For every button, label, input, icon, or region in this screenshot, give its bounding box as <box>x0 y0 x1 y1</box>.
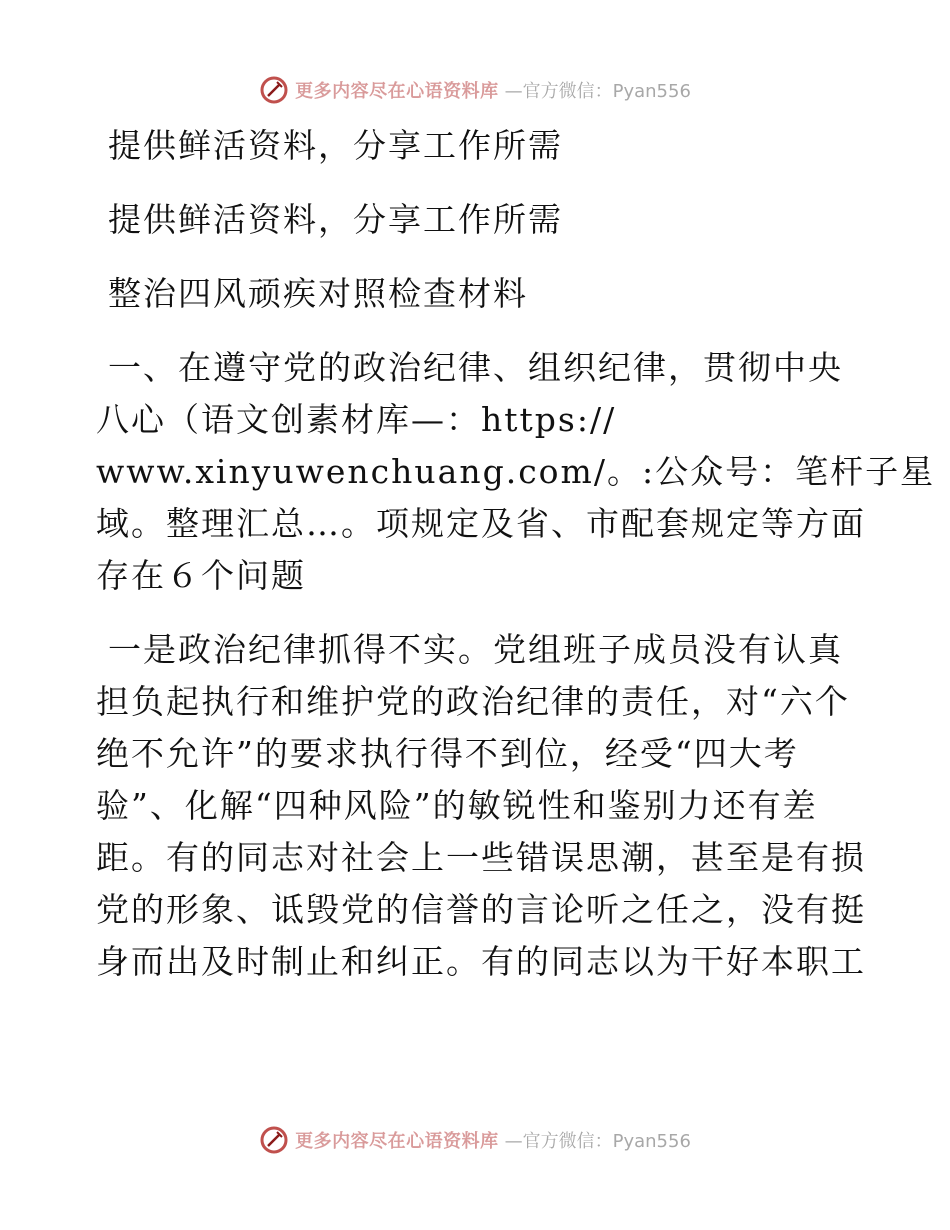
paragraph-1-line: 一是政治纪律抓得不实。党组班子成员没有认真 <box>108 630 843 669</box>
paragraph-1-line: 担负起执行和维护党的政治纪律的责任，对“六个 <box>96 682 850 721</box>
document-title: 整治四风顽疾对照检查材料 <box>108 274 528 313</box>
section-1 <box>96 342 936 602</box>
section-1-line: 一、在遵守党的政治纪律、组织纪律，贯彻中央 <box>108 348 843 387</box>
paragraph-1-line: 距。有的同志对社会上一些错误思潮，甚至是有损 <box>96 838 866 877</box>
section-1-line: 存在６个问题 <box>96 556 306 595</box>
tagline-2: 提供鲜活资料，分享工作所需 <box>108 200 563 239</box>
quill-logo-icon <box>259 1125 289 1155</box>
paragraph-1-line: 身而出及时制止和纠正。有的同志以为干好本职工 <box>96 942 866 981</box>
banner-wechat-text: —官方微信：Pyan556 <box>504 81 691 102</box>
banner-wechat-text: —官方微信：Pyan556 <box>504 1131 691 1152</box>
banner-main-text: 更多内容尽在心语资料库 <box>295 1131 499 1152</box>
section-1-line: www.xinyuwenchuang.com/。:公众号：笔杆子星 <box>96 452 936 491</box>
quill-logo-icon <box>259 75 289 105</box>
paragraph-1-line: 验”、化解“四种风险”的敏锐性和鉴别力还有差 <box>96 786 818 825</box>
footer-banner <box>0 1120 950 1160</box>
tagline-1: 提供鲜活资料，分享工作所需 <box>108 126 563 165</box>
document-body <box>96 120 936 1010</box>
section-1-line: 域。整理汇总…。项规定及省、市配套规定等方面 <box>96 504 866 543</box>
paragraph-1-line: 绝不允许”的要求执行得不到位，经受“四大考 <box>96 734 799 773</box>
paragraph-1 <box>96 624 866 988</box>
banner-main-text: 更多内容尽在心语资料库 <box>295 81 499 102</box>
header-banner <box>0 70 950 110</box>
paragraph-1-line: 党的形象、诋毁党的信誉的言论听之任之，没有挺 <box>96 890 866 929</box>
section-1-line: 八心（语文创素材库—：https:// <box>96 400 617 439</box>
